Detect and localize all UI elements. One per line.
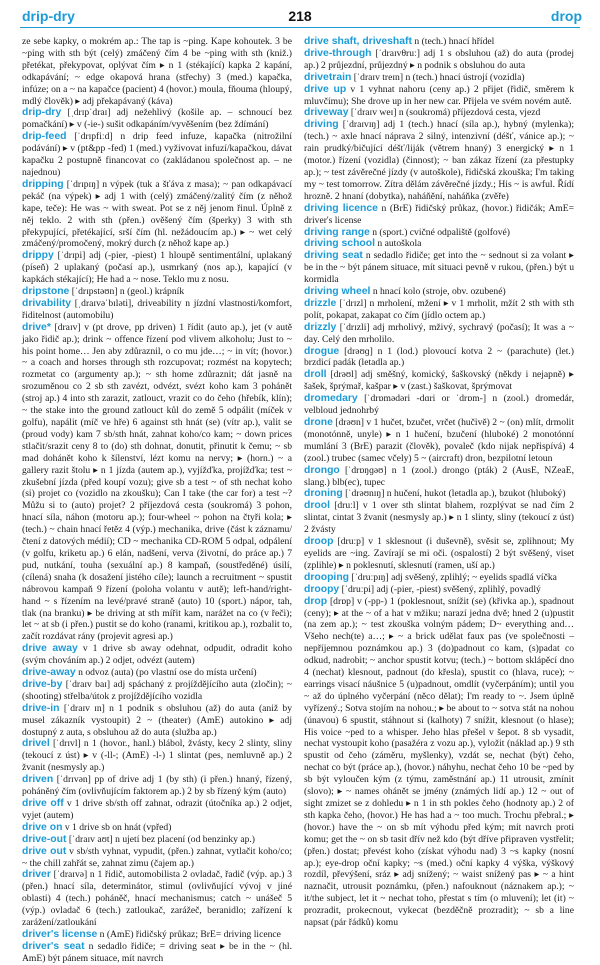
entry-headword: drivel [22, 738, 50, 750]
entry-headword: driver [22, 869, 51, 881]
entry-body: [ˈdrɪpi] adj (-pier, -piest) 1 hloupě sentimentální, uplakaný (píseň) 2 uplakaný (počasí ap.), usmrkaný (nos ap.), kapající (v kapkách stékající); He had a ~ nose. Teklo mu z nosu. [22, 250, 292, 286]
entry-headword: droning [304, 488, 343, 500]
entry-headword: drop [304, 595, 328, 607]
entry-headword: droll [304, 369, 327, 381]
entry-headword: drogue [304, 345, 340, 357]
entry-headword: dripping [22, 178, 64, 190]
entry-body: n hnací kolo (stroje, obv. ozubené) [372, 286, 506, 298]
entry-body: ze sebe kapky, o mokrém ap.: The tap is ~ping. Kape kohoutek. 3 be ~ping with sth být (celý) zmáčený čím 4 be ~ping with sth (kniž.) přetékat, překypovat, oplývat čím ▸ n 1 (stékající) kapka 2 kapání, odkapávání; ~ edge okapová hrana (střechy) 3 (med.) kapačka, infúze; on a ~ na kapačce (pacient) 4 (hovor.) moula, fňouma (hloupý, mdlý člověk) ▸ adj překapávaný (káva) [22, 36, 292, 107]
dictionary-entry [304, 500, 574, 536]
entry-headword: drive away [22, 643, 78, 655]
entry-body: n autoškola [377, 238, 422, 250]
dictionary-entry [22, 869, 292, 929]
dictionary-entry [304, 369, 574, 393]
dictionary-entry [304, 417, 574, 465]
entry-headword: drone [304, 417, 333, 428]
entry-headword: drive off [22, 798, 64, 809]
dictionary-entry [22, 846, 292, 870]
entry-headword: drip-dry [22, 107, 62, 119]
entry-body: n odvoz (auta) (po vlastní ose do místa určení) [78, 667, 257, 679]
dictionary-entry [304, 488, 574, 500]
entry-headword: drool [304, 500, 330, 512]
entry-headword: driving [304, 119, 339, 131]
dictionary-entry [22, 667, 292, 679]
entry-headword: drip-feed [22, 131, 67, 143]
entry-body: [drɒp] v (-pp-) 1 (poklesnout, snížit (se) (křivka ap.), spadnout (ceny); ▸ at the ~ of a hat v mžiku; narazí jedna dvě; hned 2 (u)pustit (na zem ap.); ~ test zkouška volným pádem; D~ everything and… Všeho nech(te) a…; ▸ ~ a brick udělat faux pas (ve společnosti – nepříjemnou poznámkou ap.) 3 (do)padnout co kam, (s)padat co odkud, nadrobit; ~ anchor spustit kotvu; (tech.) ~ bottom sklápěcí dno 4 (nechat) klesnout, padnout (do křesla), spustit co (hlava, ruce); ~ earrings visací náušnice 5 (u)padnout, omdlít (vyčerpáním); until you ~ až do úplného vyčerpání (něco dělat); I'm ready to ~. Jsem úplně vyřízený.; Sotva stojím na nohou.; ▸ be about to ~ sotva stát na nohou (únavou) 6 spustit, stáhnout si (kalhoty) 7 snížit, klesnout (o hlase); His voice ~ped to a whisper. Jeho hlas přešel v šepot. 8 sb vysadit, nechat vystoupit koho (pasažéra z vozu ap.), vyložit (náklad ap.) 9 sth spustit od čeho (záměru, myšlenky), vzdát se, nechat (být) čeho, nechat co být (práce ap.), (hovor.) náhyhu, nechat čeho 10 be ~ped by sb být vyloučen kým (z týmu, zaměstnání ap.) 11 utrousit, zmínit (slovo); ▸ ~ names ohánět se jmény (známých lidí ap.) 12 ~ out of sight zmizet se z dohledu ▸ n 1 in sth pokles čeho (hodnoty ap.) 2 of sth kapka čeho, (hovor.) He has had a ~ too much. Trochu přebral.; ▸ (hovor.) have the ~ on sb mít výhodu před kým; mít navrch proti komu; get the ~ on sb tasit dřív než kdo (být dříve připraven vystřelit; (přen.) dostat; převést koho (získat výhodu nad) 3 ~s kapky (nosní ap.); eye-drop oční kapky; ~s (med.) oční kapky 4 výška, výškový rozdíl, převýšení, sráz ▸ adj snížený; ~ waist snížený pas ▸ ~ a hint naznačit, utrousit poznámku, (přen.) nafouknout (náznakem ap.); ~ it/the subject, let it ~ nechat toho, přestat s tím (o mluvení); let (it) ~ prozradit, prokecnout, vykecat (bezděčně prozradit); ~ sb a line napsat (pár řádků) komu [304, 595, 574, 929]
dictionary-entry [304, 298, 574, 322]
entry-body: v 1 drive sb/sth off zahnat, odrazit (útočníka ap.) 2 odjet, vyjet (autem) [22, 798, 292, 821]
entry-body: [ˈdraɪv weɪ] n (soukromá) příjezdová cesta, vjezd [350, 107, 541, 119]
entry-body: [ˌdrɪpˈdraɪ] adj nežehlivý (košile ap. – schnoucí bez pomačkání) ▸ v (-ie-) sušit odkapáním/vyvěšením (bez ždímání) [22, 107, 292, 131]
entry-headword: drongo [304, 464, 340, 476]
dictionary-entry [304, 48, 574, 72]
entry-body: n (BrE) řidičský průkaz, (hovor.) řidičák; AmE= driver's license [304, 202, 574, 226]
entry-body: [drəʊɡ] n 1 (lod.) plovoucí kotva 2 ~ (parachute) (let.) brzdicí padák (letadla ap.) [304, 345, 574, 369]
entry-body: [ˈdrɒŋɡəʊ] n 1 (zool.) drongo (pták) 2 (AusE, NZeaE, slang.) blb(ec), tupec [304, 464, 574, 488]
right-column [304, 36, 575, 929]
entry-body: [ˈdrɒmədəri -dɑri or ˈdrɒm-] n (zool.) dromedár, velbloud jednohrbý [304, 393, 574, 417]
entry-headword: drizzle [304, 297, 337, 309]
entry-body: [ˈdrɪzli] adj mrholivý, mživý, sychravý (počasí); It was a ~ day. Celý den mrholilo. [304, 321, 574, 345]
dictionary-entry [22, 929, 292, 941]
entry-body: [ˈdraɪvθruː] adj 1 s obsluhou (až) do auta (prodej ap.) 2 průjezdní, průjezdný ▸ n podnik s obsluhou do auta [304, 47, 574, 71]
dictionary-entry [22, 250, 292, 286]
dictionary-entry [22, 286, 292, 298]
entry-body: [ˈdrəʊnɪŋ] n hučení, hukot (letadla ap.), bzukot (hluboký) [345, 488, 566, 500]
entry-body: [ˈdruːpi] adj (-pier, -piest) svěšený, zplihlý, povadlý [341, 583, 541, 595]
entry-headword: drive-away [22, 667, 76, 679]
dictionary-entry [304, 238, 574, 250]
dictionary-entry [22, 179, 292, 250]
entry-body: [druːl] v 1 over sth slintat blahem, rozplývat se nad čím 2 slintat, cintat 3 žvanit (nesmysly ap.) ▸ n 1 slinty, sliny (tekoucí z úst) 2 žvásty [304, 500, 574, 536]
entry-body: n sedadlo řidiče; = driving seat ▸ be in the ~ (hl. AmE) být pánem situace, mít navrch [22, 940, 292, 964]
entry-body: v 1 drive sb away odehnat, odpudit, odradit koho (svým chováním ap.) 2 odjet, odvézt (autem) [22, 643, 293, 667]
entry-body: [ˌdraɪvəˈbɪləti], driveability n jízdní vlastnosti/komfort, řiditelnost (automobilu) [22, 297, 292, 321]
entry-headword: driveway [304, 107, 349, 119]
entry-headword: drive out [22, 845, 67, 857]
dictionary-entry [304, 536, 574, 572]
entry-headword: driving wheel [304, 286, 371, 298]
entry-headword: driving licence [304, 202, 378, 214]
header-rule [20, 27, 580, 28]
dictionary-entry [22, 679, 292, 703]
dictionary-entry [22, 107, 292, 131]
dictionary-entry [22, 703, 292, 739]
dictionary-entry [22, 36, 292, 107]
entry-body: v 1 vyhnat nahoru (ceny ap.) 2 přijet (řidič, směrem k mluvčímu); She drove up in her new car. Přijela ve svém novém autě. [304, 83, 575, 107]
entry-body: [ˈdrɪpstəʊn] n (geol.) krápník [71, 286, 185, 298]
entry-headword: drive on [22, 821, 63, 833]
dictionary-entry [22, 774, 292, 798]
entry-headword: driving range [304, 226, 370, 238]
entry-body: [ˈdraɪv ɪn] n 1 podnik s obsluhou (až) do auta (aniž by musel zákazník vystoupit) 2 ~ (theater) (AmE) autokino ▸ adj dostupný z auta, s obsluhou až do auta (služba ap.) [22, 702, 292, 738]
dictionary-entry [304, 596, 574, 929]
dictionary-entry [304, 119, 574, 202]
dictionary-entry [304, 572, 574, 584]
dictionary-entry [304, 346, 574, 370]
dictionary-entry [304, 72, 574, 84]
dictionary-entry [304, 286, 574, 298]
entry-body: [ˈdrɪvl] n 1 (hovor., hanl.) blábol, žvásty, kecy 2 slinty, sliny (tekoucí z úst) ▸ v (-ll-; (AmE) -l-) 1 slintat (pes, nemluvně ap.) 2 žvanit (nesmysly ap.) [22, 738, 292, 774]
entry-headword: driving school [304, 238, 376, 250]
page-number: 218 [288, 8, 312, 24]
dictionary-entry [22, 298, 292, 322]
entry-body: [ˈdruːpɪŋ] adj svěšený, zplihlý; ~ eyelids spadlá víčka [351, 571, 557, 583]
dictionary-entry [304, 36, 574, 48]
entry-headword: drive-by [22, 678, 63, 690]
entry-body: [ˈdraɪvə] n 1 řidič, automobilista 2 ovladač, řadič (výp. ap.) 3 (přen.) hnací síla, determinátor, stimul (ovlivňující vývoj v jiné oblasti) 4 (tech.) poháněč, hnací mechanismus; catch ~ unášeč 5 (výp.) ovladač 6 (tech.) zatloukač, zarážeč, beranidlo; zařízení k zarážení/zatloukání [22, 869, 293, 929]
entry-headword: drizzly [304, 321, 337, 333]
left-guide-word: drip-dry [22, 8, 75, 24]
dictionary-entry [22, 738, 292, 774]
entry-headword: drooping [304, 571, 350, 583]
dictionary-entry [304, 227, 574, 239]
entry-headword: driver's license [22, 928, 98, 940]
entry-headword: dromedary [304, 393, 358, 405]
entry-headword: droopy [304, 583, 340, 595]
entry-body: [ˈdraɪv treɪn] n (tech.) hnací ústrojí (vozidla) [353, 71, 525, 83]
dictionary-entry [22, 798, 292, 822]
left-column [22, 36, 293, 964]
entry-body: v sb/sth vyhnat, vypudit, (přen.) zahnat, vytlačit koho/co; ~ the chill zahřát se, zahnat zimu (čajem ap.) [22, 845, 292, 869]
dictionary-entry [304, 465, 574, 489]
entry-body: [ˈdraɪv baɪ] adj spáchaný z projíždějícího auta (zločin); ~ (shooting) střelba/útok z projíždějícího vozidla [22, 678, 292, 702]
dictionary-entry [22, 322, 292, 643]
entry-body: [ˈdrɪpfiːd] n drip feed infuze, kapačka (nitrožilní podávání) ▸ v (pt&pp -fed) 1 (med.) vyživovat infuzí/kapačkou, dávat kapačku 2 postupně financovat co (zakládanou společnost ap. – ne najednou) [22, 131, 293, 178]
entry-body: [draɪv] v (pt drove, pp driven) 1 řídit (auto ap.), jet (v autě jako řidič ap.); drink ~ offence řízení pod vlivem alkoholu; Just to ~ his point home… Jen aby zdůraznil, o co mu jde…; ~ in vít; (hovor.) ~ a coach and horses through sth rozcupovat; rozmést na kopytech; rozmetat co (argumenty ap.); ~ sth home zdůraznit; dát jasně na srozuměnou co 2 sb sth zavézt, odvézt, svézt koho kam 3 pohánět (stroj ap.) 4 into sth zarazit, zatlouct, vrazit co do čeho (hřebík, klín); ~ the stake into the ground zatlouct kůl do země 5 odpálit (míček v golfu), napálit (míč ve hře) 6 against sth hnát (se) (vítr ap.), valit se (proud vody) kam 7 sb/sth hnát, zahnat koho/co kam; ~ down prices stlačit/srazit ceny 8 to (do) sth dohnat, donutit, přinutit k čemu; ~ sb mad dohánět koho k šílenství, lézt komu na nervy; ▸ (horn.) ~ a gallery razit štolu ▸ n 1 jízda (autem ap.), vyjížďka, projížďka; test ~ zkušební jízda (před koupí vozu); give sb a test ~ of sth nechat koho (si) projet co (vozidlo na zkoušku); Can I take (the car for) a test ~? Můžu si to (auto) projet? 2 příjezdová cesta (soukromá) 3 pohon, hnací síla, náhon (motoru ap.); four-wheel ~ pohon na čtyři kola; ▸ (tech.) ~ chain hnací řetěz 4 (výp.) mechanika, drive (část k záznamu/čtení z datových médií); CD ~ mechanika CD-ROM 5 odpal, odpálení (v golfu, kriketu ap.) 6 elán, nadšení, verva (životní, do práce ap.) 7 pud, nutkání, touha (sexuální ap.) 8 kampaň, (soustředěné) úsilí, (cílená) snaha (k dosažení jistého cíle); launch a recruitment ~ spustit nábrovou kampaň 9 řízení (poloha volantu v autě); left-hand/right-hand ~ s řízením na levé/pravé straně (auto) 10 (sport.) nápor, tah, tlak (na branku) ▸ be driving at sth mířit kam, narážet na co (v řeči); let ~ at sb (i přen.) pustit se do koho (ranami, kritikou ap.), rozbalit to, začít rozdávat rány (projevit agresi ap.) [22, 321, 292, 643]
entry-headword: driving seat [304, 250, 363, 262]
entry-headword: drive-in [22, 702, 60, 714]
dictionary-entry [304, 250, 574, 286]
entry-headword: drive-through [304, 47, 372, 59]
entry-headword: drivability [22, 297, 72, 309]
dictionary-entry [22, 941, 292, 965]
right-guide-word: drop [550, 8, 582, 24]
entry-headword: drippy [22, 250, 54, 262]
entry-headword: driver's seat [22, 940, 85, 952]
entry-body: [drəʊn] v 1 hučet, bzučet, vrčet (hučivě) 2 ~ (on) mlít, drmolit (monotónně, unyle) ▸ n 1 hučení, bzučení (hluboké) 2 monotónní mumlání 3 (BrE) parazit (člověk), povaleč (kdo nijak nepřispívá) 4 (zool.) trubec (samec včely) 5 ~ (aircraft) dron, bezpilotní letoun [304, 417, 574, 464]
entry-body: [drəʊl] adj směšný, komický, šaškovský (někdy i nejapně) ▸ šašek, šprýmař, kašpar ▸ v (zast.) šaškovat, šprýmovat [304, 369, 574, 393]
entry-headword: drive up [304, 83, 347, 95]
entry-body: [druːp] v 1 sklesnout (i duševně), svěsit se, zplihnout; My eyelids are ~ing. Zavírají se mi oči. (ospalostí) 2 být svěšený, viset (zplihle) ▸ n poklesnutí, sklesnutí (ramen, uší ap.) [304, 536, 574, 571]
dictionary-entry [304, 203, 574, 227]
dictionary-entry [22, 822, 292, 834]
entry-body: [ˈdraɪvɪŋ] adj 1 (tech.) hnací (síla ap.), hybný (mylenka); (tech.) ~ axle hnací náprava 2 silný, intenzivní (déšť, vánice ap.); ~ rain prudký/bičující déšť/liják (větrem hnaný) 3 energický ▸ n 1 (motor.) řízení (vozidla) (činnost); ~ ban zákaz řízení (za přestupky ap.); ~ test závěrečné jízdy (v autoškole), řidičská zkouška; I'm taking my ~ test tomorrow. Zítra dělám závěrečné jízdy.; His ~ is awful. Řídí hrozně. 2 hnaní (dobytka), naháňění, naháňka (zvěře) [304, 119, 574, 202]
entry-headword: dripstone [22, 286, 70, 298]
dictionary-entry [304, 393, 574, 417]
entry-headword: drive* [22, 321, 51, 333]
entry-body: [ˈdraɪv aʊt] n ujetí bez placení (od benzinky ap.) [68, 833, 255, 845]
entry-body: [ˈdrɪvən] pp of drive adj 1 (by sth) (i přen.) hnaný, řízený, poháněný čím (ovlivňujícím faktorem ap.) 2 by sb řízený kým (auto) [22, 774, 292, 798]
entry-body: [ˈdrɪpɪŋ] n výpek (tuk a šťáva z masa); ~ pan odkapávací pekáč (na výpek) ▸ adj 1 with (celý) zmáčený/zalitý čím (z něhož kape, teče): He was ~ with sweat. Pot se z něj jenom řinul. Úplně z něj teklo. 2 with sth (přen.) ověšený čím (šperky) 3 with sth překypující, přetékající, srší čím (hl. nežádoucím ap.) ▸ ~ wet celý zmáčený/promočený, mokrý durch (z něhož kape ap.) [22, 178, 292, 250]
dictionary-entry [304, 84, 574, 108]
dictionary-entry [304, 322, 574, 346]
entry-body: n (AmE) řidičský průkaz; BrE= driving licence [99, 928, 281, 940]
entry-body: n (sport.) cvičné odpaliště (golfové) [372, 226, 510, 238]
dictionary-entry [22, 834, 292, 846]
entry-headword: droop [304, 536, 334, 548]
dictionary-entry [304, 584, 574, 596]
entry-body: n (tech.) hnací hřídel [414, 36, 495, 47]
entry-body: [ˈdrɪzl] n mrholení, mžení ▸ v 1 mrholit, mžít 2 sth with sth polít, pokapat, zakapat co čím (jídlo octem ap.) [304, 297, 574, 321]
entry-headword: drive shaft, driveshaft [304, 36, 412, 47]
entry-headword: drivetrain [304, 71, 352, 83]
entry-headword: drive-out [22, 833, 67, 845]
dictionary-entry [22, 131, 292, 179]
entry-headword: driven [22, 774, 54, 786]
entry-body: n sedadlo řidiče; get into the ~ sednout si za volant ▸ be in the ~ být pánem situace, mít situaci pevně v rukou, (přen.) být u kormidla [304, 250, 574, 286]
dictionary-entry [304, 107, 574, 119]
page-header [0, 0, 600, 22]
dictionary-entry [22, 643, 292, 667]
entry-body: v 1 drive sb on hnát (vpřed) [64, 821, 172, 833]
